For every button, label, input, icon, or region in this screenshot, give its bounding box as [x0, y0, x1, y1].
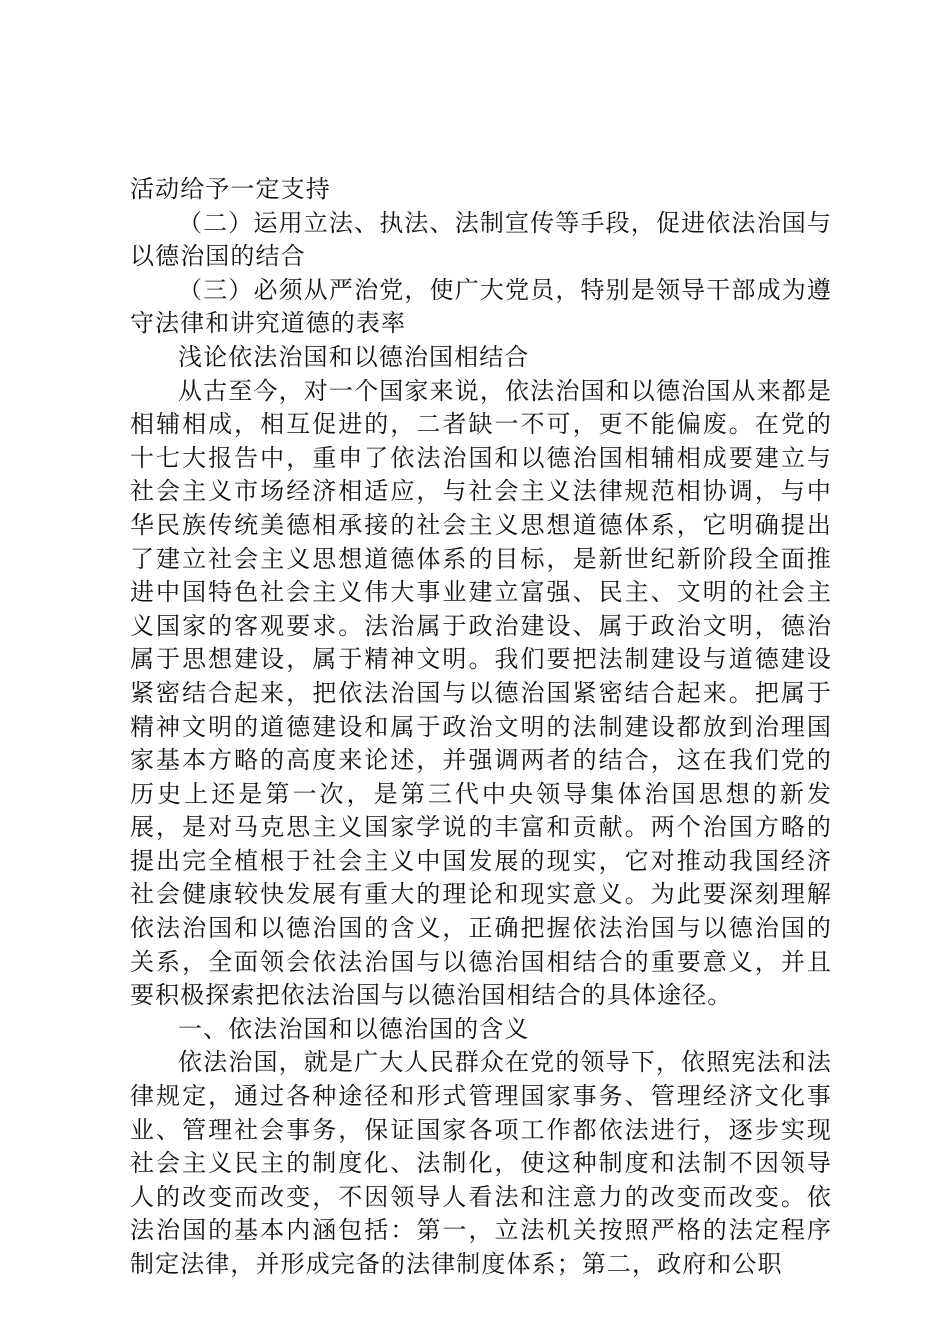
paragraph-point-two: （二）运用立法、执法、法制宣传等手段，促进依法治国与以德治国的结合: [130, 208, 832, 271]
article-title: 浅论依法治国和以德治国相结合: [178, 342, 530, 371]
paragraph-rule-of-law: 依法治国，就是广大人民群众在党的领导下，依照宪法和法律规定，通过各种途径和形式管理国家事务、管理经济文化事业、管理社会事务，保证国家各项工作都依法进行，逐步实现社会主义民主的制度化、法制化，使这种制度和法制不因领导人的改变而改变，不因领导人看法和注意力的改变而改变。依法治国的基本内涵包括：第一，立法机关按照严格的法定程序制定法律，并形成完备的法律制度体系；第二，政府和公职: [130, 1048, 832, 1278]
section-heading-one: 一、依法治国和以德治国的含义: [178, 1014, 530, 1043]
document-page: [130, 173, 832, 1282]
paragraph-continuation: 活动给予一定支持: [130, 175, 331, 203]
paragraph-introduction: 从古至今，对一个国家来说，依法治国和以德治国从来都是相辅相成，相互促进的，二者缺一不可，更不能偏废。在党的十七大报告中，重申了依法治国和以德治国相辅相成要建立与社会主义市场经济相适应，与社会主义法律规范相协调，与中华民族传统美德相承接的社会主义思想道德体系，它明确提出了建立社会主义思想道德体系的目标，是新世纪新阶段全面推进中国特色社会主义伟大事业建立富强、民主、文明的社会主义国家的客观要求。法治属于政治建设、属于政治文明，德治属于思想建设，属于精神文明。我们要把法制建设与道德建设紧密结合起来，把依法治国与以德治国紧密结合起来。把属于精神文明的道德建设和属于政治文明的法制建设都放到治理国家基本方略的高度来论述，并强调两者的结合，这在我们党的历史上还是第一次，是第三代中央领导集体治国思想的新发展，是对马克思主义国家学说的丰富和贡献。两个治国方略的提出完全植根于社会主义中国发展的现实，它对推动我国经济社会健康较快发展有重大的理论和现实意义。为此要深刻理解依法治国和以德治国的含义，正确把握依法治国与以德治国的关系，全面领会依法治国与以德治国相结合的重要意义，并且要积极探索把依法治国与以德治国相结合的具体途径。: [130, 376, 832, 1010]
paragraph-point-three: （三）必须从严治党，使广大党员，特别是领导干部成为遵守法律和讲究道德的表率: [130, 275, 832, 338]
